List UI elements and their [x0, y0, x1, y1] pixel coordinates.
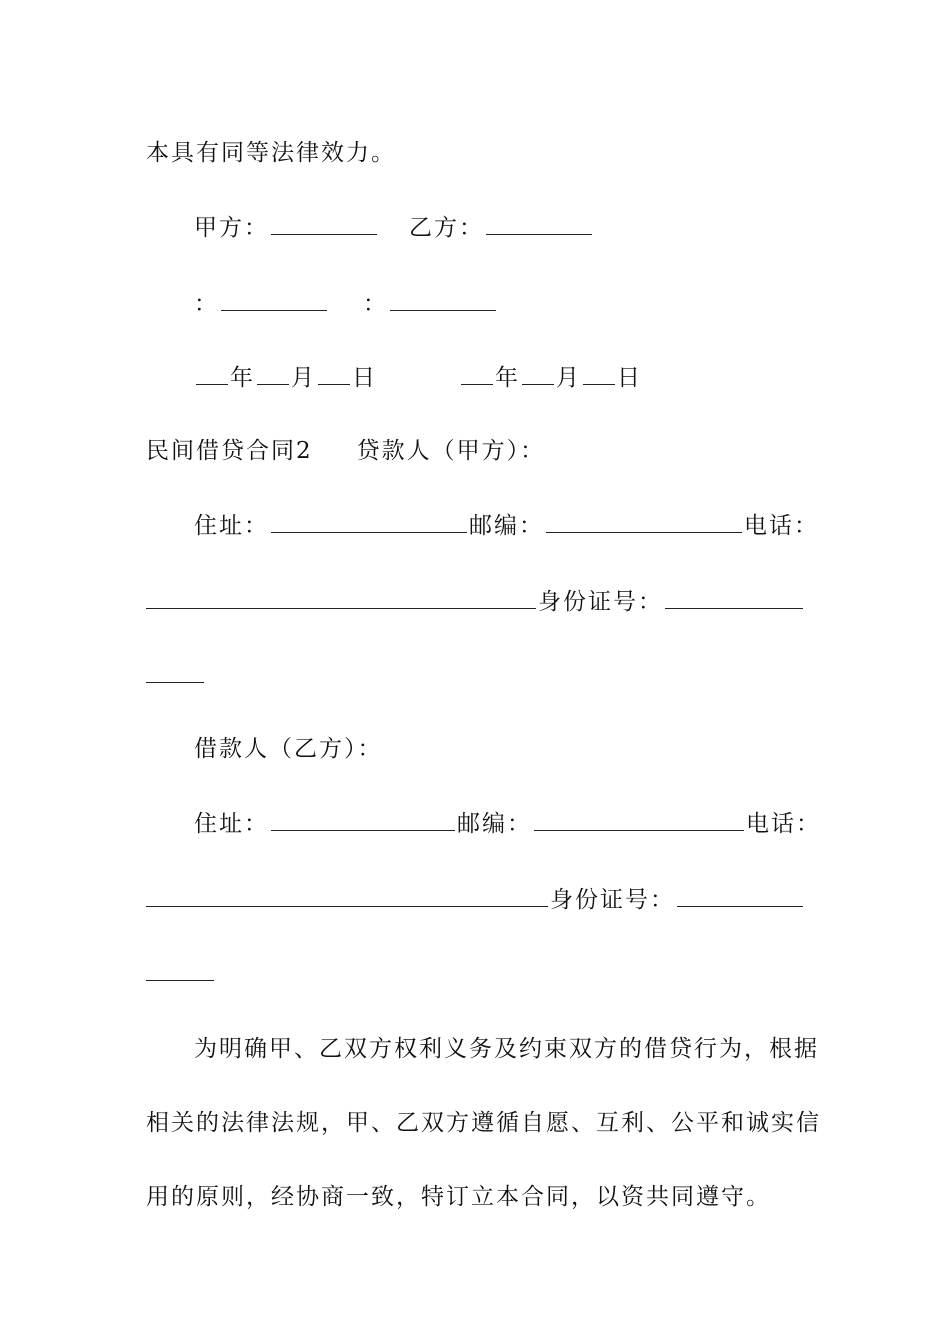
borrower-row: [194, 734, 830, 764]
colon-label: ：: [194, 291, 219, 317]
blank-field[interactable]: [146, 660, 204, 683]
blank-field[interactable]: [534, 808, 744, 831]
blank-field[interactable]: [271, 808, 455, 831]
blank-field[interactable]: [522, 362, 554, 385]
blank-field[interactable]: [318, 362, 350, 385]
blank-field[interactable]: [146, 958, 214, 981]
phone-label: 电话：: [744, 513, 819, 539]
blank-field[interactable]: [257, 362, 289, 385]
paragraph-line: [146, 1182, 830, 1212]
date-row: [194, 362, 830, 393]
blank-row: [146, 660, 830, 691]
address-label: 住址：: [194, 811, 269, 837]
blank-field[interactable]: [146, 884, 548, 907]
paragraph-text: 相关的法律法规，甲、乙双方遵循自愿、互利、公平和诚实信: [146, 1110, 821, 1136]
borrower-label: 借款人（乙方）：: [194, 736, 383, 762]
blank-field[interactable]: [546, 510, 742, 533]
blank-field[interactable]: [461, 362, 493, 385]
paragraph-line: [146, 1108, 830, 1138]
day-label: 日: [617, 365, 642, 391]
blank-field[interactable]: [271, 510, 467, 533]
year-label: 年: [230, 365, 255, 391]
blank-field[interactable]: [665, 586, 803, 609]
colon-label: ：: [363, 291, 388, 317]
postcode-label: 邮编：: [457, 811, 532, 837]
paragraph-line: [194, 1034, 830, 1064]
postcode-label: 邮编：: [469, 513, 544, 539]
title-row: [146, 436, 830, 466]
blank-field[interactable]: [221, 288, 327, 311]
text-line: [146, 138, 830, 168]
day-label: 日: [352, 365, 377, 391]
lender-id-row: [146, 586, 830, 617]
blank-field[interactable]: [271, 212, 377, 235]
lender-address-row: [194, 510, 830, 541]
month-label: 月: [556, 365, 581, 391]
signature-row: [194, 288, 830, 319]
blank-field[interactable]: [196, 362, 228, 385]
phone-label: 电话：: [746, 811, 821, 837]
party-a-label: 甲方：: [194, 215, 269, 241]
signature-row: [194, 212, 830, 243]
month-label: 月: [291, 365, 316, 391]
contract-title: 民间借贷合同2: [146, 438, 313, 464]
id-label: 身份证号：: [550, 887, 675, 913]
text-effect: 本具有同等法律效力。: [146, 140, 396, 166]
blank-field[interactable]: [390, 288, 496, 311]
paragraph-text: 用的原则，经协商一致，特订立本合同，以资共同遵守。: [146, 1184, 771, 1210]
borrower-id-row: [146, 884, 830, 915]
year-label: 年: [495, 365, 520, 391]
blank-field[interactable]: [486, 212, 592, 235]
party-b-label: 乙方：: [409, 215, 484, 241]
id-label: 身份证号：: [538, 589, 663, 615]
address-label: 住址：: [194, 513, 269, 539]
paragraph-text: 为明确甲、乙双方权利义务及约束双方的借贷行为，根据: [194, 1036, 819, 1062]
blank-field[interactable]: [583, 362, 615, 385]
blank-field[interactable]: [146, 586, 536, 609]
borrower-address-row: [194, 808, 830, 839]
blank-row: [146, 958, 830, 989]
lender-label: 贷款人（甲方）：: [356, 438, 546, 464]
blank-field[interactable]: [677, 884, 803, 907]
